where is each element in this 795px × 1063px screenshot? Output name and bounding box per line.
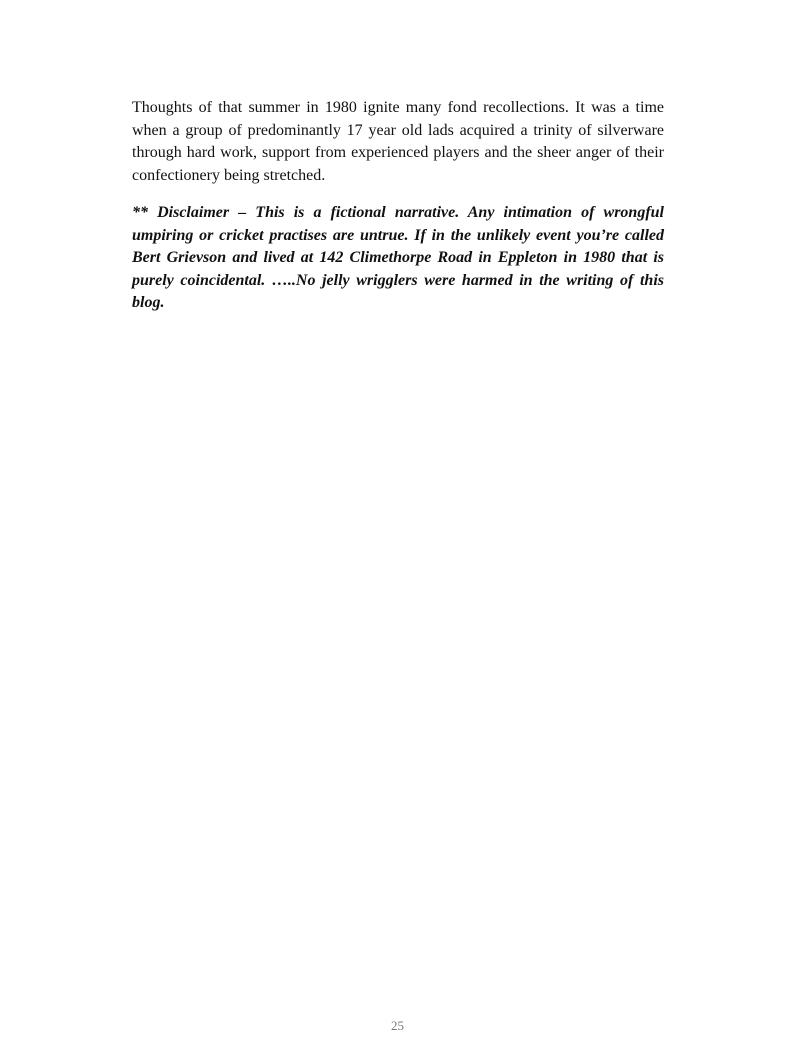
body-paragraph: Thoughts of that summer in 1980 ignite many fond recollections. It was a time when a group of predominantly 17 year old lads acquired a trinity of silverware through hard work, support from experienced players and the sheer anger of their confectionery being stretched. (132, 99, 664, 184)
page-number: 25 (391, 1018, 404, 1033)
disclaimer-paragraph: ** Disclaimer – This is a fictional narrative. Any intimation of wrongful umpiring or cricket practises are untrue. If in the unlikely event you’re called Bert Grievson and lived at 142 Climethorpe Road in Eppleton in 1980 that is purely coincidental. …..No jelly wrigglers were harmed in the writing of this blog. (132, 204, 664, 311)
